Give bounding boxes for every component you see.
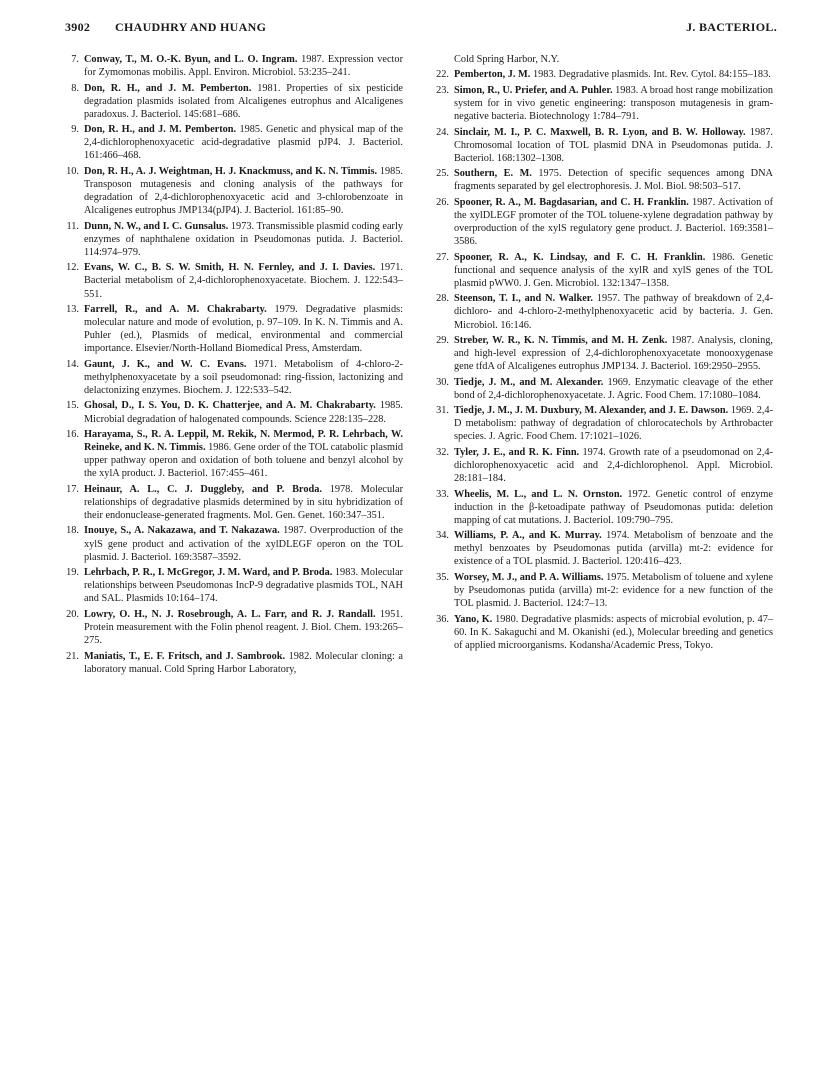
reference-item — [435, 404, 773, 443]
reference-text: 1985. Microbial degradation of halogenated compounds. Science 228:135–228. — [84, 400, 403, 425]
reference-authors: Spooner, R. A., M. Bagdasarian, and C. H. Franklin. — [454, 196, 689, 208]
reference-authors: Southern, E. M. — [454, 168, 532, 180]
reference-item — [65, 566, 403, 605]
reference-number: 18. — [66, 525, 79, 537]
reference-item — [435, 446, 773, 485]
reference-text: 1983. Molecular relationships between Pseudomonas IncP-9 degradative plasmids TOL, NAH and SAL. Plasmids 10:164–174. — [84, 567, 403, 605]
running-head-authors: CHAUDHRY AND HUANG — [115, 20, 267, 34]
reference-number: 32. — [436, 446, 449, 458]
reference-item — [65, 608, 403, 647]
reference-text: 1986. Genetic functional and sequence analysis of the xylR and xylS genes of the TOL plasmid pWW0. J. Gen. Microbiol. 132:1347–1358. — [454, 251, 773, 289]
reference-number: 27. — [436, 251, 449, 263]
reference-text: 1974. Metabolism of benzoate and the methyl benzoates by Pseudomonas putida (arvilla) mt-2: evidence for existence of a TOL plasmid. J. Bacteriol. 120:416–423. — [454, 530, 774, 568]
reference-item — [65, 650, 403, 676]
reference-item — [435, 196, 773, 248]
reference-number: 21. — [66, 650, 79, 662]
reference-number: 10. — [66, 165, 79, 177]
reference-text: 1983. Degradative plasmids. Int. Rev. Cytol. 84:155–183. — [532, 69, 771, 81]
reference-item — [435, 126, 773, 165]
reference-item — [435, 68, 773, 81]
reference-text: 1971. Metabolism of 4-chloro-2-methylphenoxyacetate by a soil pseudomonad: ring-fission, lactonizing and delactonizing enzymes. Biochem. J. 122:533–542. — [84, 358, 403, 396]
reference-text: 1987. Analysis, cloning, and high-level expression of 2,4-dichlorophenoxyacetate monooxygenase gene tfdA of Alcaligenes eutrophus JMP134. J. Bacteriol. 169:2950–2955. — [454, 335, 774, 373]
reference-authors: Dunn, N. W., and I. C. Gunsalus. — [84, 220, 229, 232]
reference-item — [65, 53, 403, 79]
reference-number: 35. — [436, 571, 449, 583]
reference-authors: Lehrbach, P. R., I. McGregor, J. M. Ward, and P. Broda. — [84, 567, 333, 579]
reference-item — [435, 84, 773, 123]
reference-item — [65, 483, 403, 522]
reference-text: 1974. Growth rate of a pseudomonad on 2,4-dichlorophenoxyacetic acid and 2,4-dichlorophenol. Appl. Microbiol. 28:181–184. — [454, 446, 773, 485]
reference-item — [435, 376, 773, 402]
reference-number: 20. — [66, 608, 79, 620]
reference-continuation: Cold Spring Harbor, N.Y. — [454, 54, 560, 65]
reference-item — [435, 251, 773, 290]
reference-item — [65, 428, 403, 480]
reference-text: 1975. Detection of specific sequences among DNA fragments separated by gel electrophoresis. J. Mol. Biol. 98:503–517. — [454, 168, 773, 193]
reference-item — [435, 488, 773, 527]
reference-text: 1972. Genetic control of enzyme induction in the β-ketoadipate pathway of Pseudomonas putida: deletion mapping of cat mutations. J. Bacteriol. 109:790–795. — [454, 488, 773, 526]
reference-number: 17. — [66, 483, 79, 495]
reference-text: 1980. Degradative plasmids: aspects of microbial evolution, p. 47–60. In K. Sakaguchi and M. Okanishi (ed.), Molecular breeding and genetics of applied microorganisms. Kodansha/Academic Press, Tokyo. — [454, 613, 773, 651]
reference-authors: Evans, W. C., B. S. W. Smith, H. N. Fernley, and J. I. Davies. — [84, 262, 376, 274]
running-head-journal: J. BACTERIOL. — [686, 20, 777, 34]
reference-number: 16. — [66, 429, 79, 441]
reference-number: 15. — [66, 400, 79, 412]
reference-text: 1985. Transposon mutagenesis and cloning analysis of the pathways for degradation of 2,4-dichlorophenoxyacetic acid and 3-chlorobenzoate in Alcaligenes eutrophus JMP134(pJP4). J. Bacteriol. 161:85–90. — [84, 165, 403, 217]
reference-item — [435, 292, 773, 331]
reference-text: 1969. Enzymatic cleavage of the ether bond of 2,4-dichlorophenoxyacetate. J. Agric. Food Chem. 17:1080–1084. — [454, 376, 773, 401]
reference-text: 1981. Properties of six pesticide degradation plasmids isolated from Alcaligenes eutrophus and Alcaligenes paradoxus. J. Bacteriol. 145:681–686. — [84, 82, 403, 120]
reference-authors: Worsey, M. J., and P. A. Williams. — [454, 571, 604, 583]
reference-text: 1985. Genetic and physical map of the 2,4-dichlorophenoxyacetic acid-degradative plasmid pJP4. J. Bacteriol. 161:466–468. — [84, 124, 403, 162]
reference-text: 1971. Bacterial metabolism of 2,4-dichlorophenoxyacetate. Biochem. J. 122:543–551. — [84, 262, 403, 300]
reference-authors: Don, R. H., and J. M. Pemberton. — [84, 82, 252, 94]
reference-number: 29. — [436, 335, 449, 346]
reference-authors: Maniatis, T., E. F. Fritsch, and J. Sambrook. — [84, 650, 286, 662]
reference-authors: Conway, T., M. O.-K. Byun, and L. O. Ingram. — [84, 54, 298, 65]
reference-number: 33. — [436, 488, 449, 500]
reference-authors: Streber, W. R., K. N. Timmis, and M. H. Zenk. — [454, 335, 668, 346]
reference-item — [65, 123, 403, 162]
reference-text: 1987. Activation of the xylDLEGF promoter of the TOL toluene-xylene degradation pathway by overproduction of the xylS regulatory gene product. J. Bacteriol. 169:3581–3586. — [454, 196, 773, 248]
reference-number: 26. — [436, 196, 449, 208]
reference-number: 25. — [436, 168, 449, 180]
reference-authors: Ghosal, D., I. S. You, D. K. Chatterjee, and A. M. Chakrabarty. — [84, 400, 376, 412]
reference-authors: Simon, R., U. Priefer, and A. Puhler. — [454, 84, 613, 96]
reference-item — [435, 529, 773, 568]
reference-text: 1987. Chromosomal location of TOL plasmid DNA in Pseudomonas putida. J. Bacteriol. 168:1302–1308. — [454, 126, 773, 164]
reference-authors: Lowry, O. H., N. J. Rosebrough, A. L. Farr, and R. J. Randall. — [84, 608, 376, 620]
page-header — [65, 20, 777, 40]
reference-item — [65, 261, 403, 300]
reference-number: 8. — [71, 82, 79, 94]
reference-authors: Tyler, J. E., and R. K. Finn. — [454, 446, 580, 458]
reference-text: 1987. Overproduction of the xylS gene product and activation of the xylDLEGF operon on the TOL plasmid. J. Bacteriol. 169:3587–3592. — [84, 525, 404, 563]
reference-authors: Tiedje, J. M., J. M. Duxbury, M. Alexander, and J. E. Dawson. — [454, 405, 729, 417]
reference-number: 19. — [66, 567, 79, 579]
reference-item — [65, 165, 403, 217]
reference-number: 13. — [66, 304, 79, 316]
reference-text: 1969. 2,4-D metabolism: pathway of degradation of chlorocatechols by Arthrobacter species. J. Agric. Food Chem. 17:1021–1026. — [454, 405, 773, 443]
reference-item — [65, 303, 403, 355]
reference-authors: Heinaur, A. L., C. J. Duggleby, and P. Broda. — [84, 483, 322, 495]
reference-number: 12. — [66, 262, 79, 274]
reference-number: 7. — [71, 54, 79, 65]
reference-item — [435, 167, 773, 193]
reference-text: 1973. Transmissible plasmid coding early enzymes of naphthalene oxidation in Pseudomonas putida. J. Bacteriol. 114:974–979. — [84, 220, 403, 258]
reference-text: 1975. Metabolism of toluene and xylene by Pseudomonas putida (arvilla) mt-2: evidence for a new function of the TOL plasmid. J. Bacteriol. 124:7–13. — [454, 571, 773, 610]
reference-number: 23. — [436, 84, 449, 96]
reference-authors: Steenson, T. I., and N. Walker. — [454, 293, 593, 305]
reference-authors: Wheelis, M. L., and L. N. Ornston. — [454, 488, 623, 500]
reference-authors: Harayama, S., R. A. Leppil, M. Rekik, N. Mermod, P. R. Lehrbach, W. Reineke, and K. N. Timmis. — [84, 429, 403, 454]
reference-text: 1983. A broad host range mobilization system for in vivo genetic engineering: transposon mutagenesis in gram-negative bacteria. Biotechnology 1:784–791. — [454, 84, 774, 123]
reference-item — [65, 399, 403, 425]
references-left-column — [65, 53, 403, 678]
reference-authors: Gaunt, J. K., and W. C. Evans. — [84, 358, 247, 370]
reference-item — [65, 220, 403, 259]
reference-text: 1986. Gene order of the TOL catabolic plasmid upper pathway operon and oxidation of both toluene and benzyl alcohol by the xylA product. J. Bacteriol. 167:455–461. — [84, 442, 404, 480]
reference-number: 11. — [66, 220, 79, 232]
reference-number: 28. — [436, 293, 449, 305]
reference-number: 36. — [436, 613, 449, 625]
reference-text: 1951. Protein measurement with the Folin phenol reagent. J. Biol. Chem. 193:265–275. — [84, 608, 403, 647]
reference-item — [435, 334, 773, 373]
reference-authors: Williams, P. A., and K. Murray. — [454, 530, 602, 542]
reference-authors: Pemberton, J. M. — [454, 69, 531, 81]
reference-text: 1957. The pathway of breakdown of 2,4-dichloro- and 4-chloro-2-methylphenoxyacetic acid by bacteria. J. Gen. Microbiol. 16:146. — [454, 293, 773, 331]
reference-text: 1982. Molecular cloning: a laboratory manual. Cold Spring Harbor Laboratory, — [84, 650, 403, 675]
reference-item — [65, 524, 403, 563]
reference-authors: Don, R. H., A. J. Weightman, H. J. Knackmuss, and K. N. Timmis. — [84, 165, 378, 177]
reference-authors: Farrell, R., and A. M. Chakrabarty. — [84, 304, 267, 316]
reference-authors: Spooner, R. A., K. Lindsay, and F. C. H. Franklin. — [454, 251, 706, 263]
reference-number: 22. — [436, 69, 449, 81]
reference-text: 1979. Degradative plasmids: molecular nature and mode of evolution, p. 97–109. In K. N. Timmis and A. Puhler (ed.), Plasmids of medical, environmental and commercial importance. Elsevier/North-Holland Biomedical Press, Amsterdam. — [84, 304, 404, 355]
reference-item — [65, 358, 403, 397]
reference-number: 24. — [436, 126, 449, 138]
reference-text: 1987. Expression vector for Zymomonas mobilis. Appl. Environ. Microbiol. 53:235–241. — [84, 54, 404, 79]
reference-text: 1978. Molecular relationships of degradative plasmids determined by in situ hybridization of their endonuclease-generated fragments. Mol. Gen. Genet. 160:347–351. — [84, 483, 403, 521]
reference-item — [435, 571, 773, 610]
reference-number: 30. — [436, 376, 449, 388]
reference-authors: Sinclair, M. I., P. C. Maxwell, B. R. Lyon, and B. W. Holloway. — [454, 126, 746, 138]
reference-authors: Don, R. H., and J. M. Pemberton. — [84, 124, 237, 136]
references-right-column — [435, 53, 773, 654]
reference-authors: Yano, K. — [454, 613, 493, 625]
reference-number: 9. — [71, 124, 79, 136]
reference-item — [65, 82, 403, 121]
page-number: 3902 — [65, 20, 91, 34]
reference-number: 14. — [66, 358, 79, 370]
reference-number: 34. — [436, 530, 449, 542]
reference-authors: Inouye, S., A. Nakazawa, and T. Nakazawa. — [84, 525, 280, 537]
reference-item — [435, 613, 773, 652]
reference-number: 31. — [436, 405, 449, 417]
reference-authors: Tiedje, J. M., and M. Alexander. — [454, 376, 604, 388]
